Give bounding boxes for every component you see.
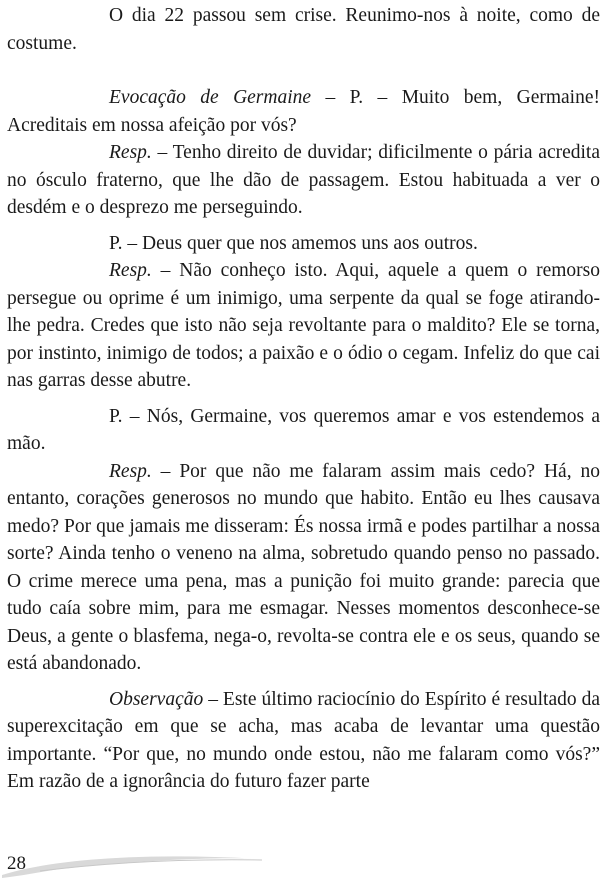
paragraph-response-3: Resp. – Por que não me falaram assim mais cedo? Há, no entanto, corações generosos no mundo que habito. Então eu lhes causava medo? Por que jamais me disseram: És nossa irmã e podes partilhar a nossa sorte? Ainda tenho o veneno na alma, sobretudo quando penso no passado. O crime merece uma pena, mas a punição foi muito grande: parecia que tudo caía sobre mim, para me esmagar. Nesses momentos desconhece-se Deus, a gente o blasfema, nega-o, revolta-se contra ele e os seus, quando se está abandonado. [7,460,600,674]
paragraph-question-2: P. – Deus quer que nos amemos uns aos outros. [109,232,478,254]
page-body [7,0,600,796]
paragraph-observation: Observação – Este último raciocínio do Espírito é resultado da superexcitação em que se acha, mas acaba de levantar uma questão importante. “Por que, no mundo onde estou, não me falaram como vós?” Em razão de a ignorância do futuro fazer parte [7,688,600,792]
page-number: 28 [7,853,26,874]
paragraph-response-2: Resp. – Não conheço isto. Aqui, aquele a quem o remorso persegue ou oprime é um inimigo, uma serpente da qual se foge atirando-lhe pedra. Credes que isto não seja revoltante para o maldito? Ele se torna, por instinto, inimigo de todos; a paixão e o ódio o cegam. Infeliz do que cai nas garras desse abutre. [7,260,600,391]
page-footer [0,845,607,881]
resp-label: Resp. [109,460,152,482]
observation-label: Observação [109,688,204,710]
paragraph-intro: O dia 22 passou sem crise. Reunimo-nos à noite, como de costume. [7,5,600,54]
paragraph-question-3: P. – Nós, Germaine, vos queremos amar e vos estendemos a mão. [7,405,600,454]
paragraph-evocation: Evocação de Germaine – P. – Muito bem, Germaine! Acreditais em nossa afeição por vós? [7,87,600,136]
paragraph-response-1: Resp. – Tenho direito de duvidar; dificilmente o pária acredita no ósculo fraterno, que lhe dão de passagem. Estou habituada a ver o desdém e o desprezo me perseguindo. [7,142,600,218]
footer-swoosh-decoration [0,845,607,881]
resp-label: Resp. [109,260,152,281]
resp-label: Resp. [109,142,152,163]
evocation-label: Evocação de Germaine [109,87,312,108]
